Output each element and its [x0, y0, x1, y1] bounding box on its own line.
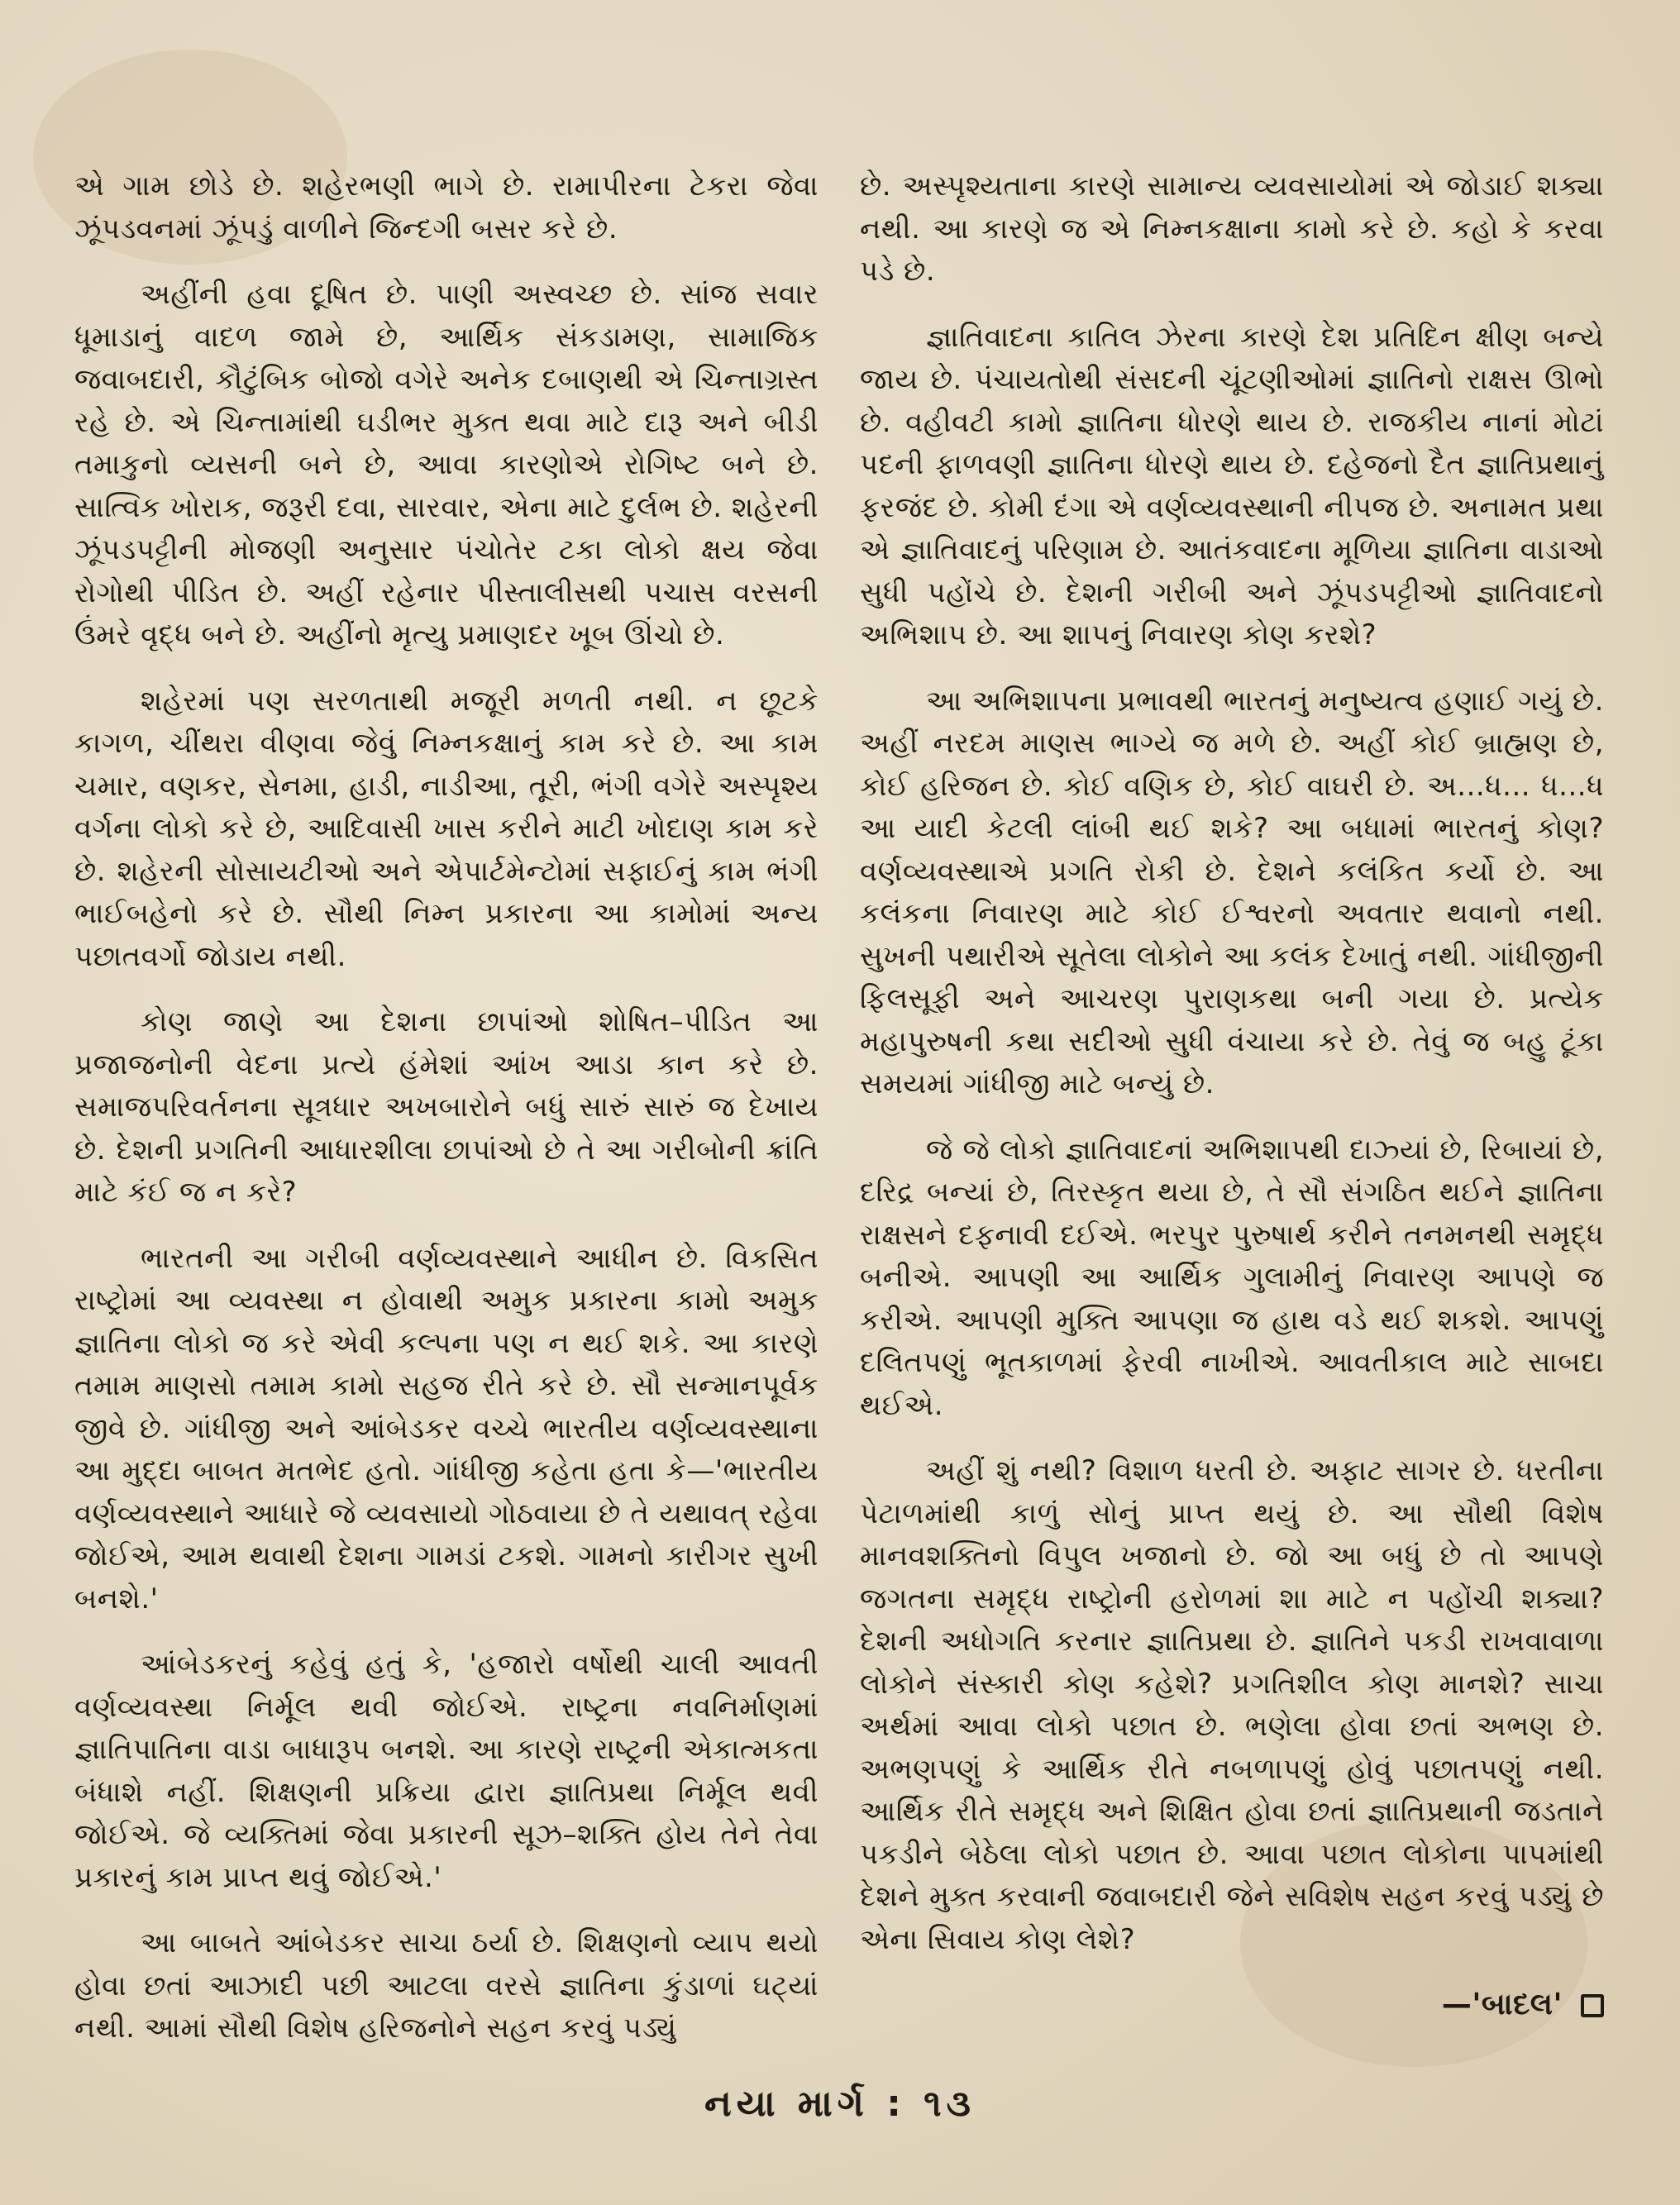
paragraph: જ્ઞાતિવાદના કાતિલ ઝેરના કારણે દેશ પ્રતિદિન ક્ષીણ બન્યે જાય છે. પંચાયતોથી સંસદની ચૂંટણીઓમાં જ્ઞાતિનો રાક્ષસ ઊભો છે. વહીવટી કામો જ્ઞાતિના ધોરણે થાય છે. રાજકીય નાનાં મોટાં પદની ફાળવણી જ્ઞાતિના ધોરણે થાય છે. દહેજનો દૈત જ્ઞાતિપ્રથાનું ફરજંદ છે. કોમી દંગા એ વર્ણવ્યવસ્થાની નીપજ છે. અનામત પ્રથા એ જ્ઞાતિવાદનું પરિણામ છે. આતંકવાદના મૂળિયા જ્ઞાતિના વાડાઓ સુધી પહોંચે છે. દેશની ગરીબી અને ઝૂંપડપટ્ટીઓ જ્ઞાતિવાદનો અભિશાપ છે. આ શાપનું નિવારણ કોણ કરશે? [860, 320, 1604, 651]
paragraph: અહીં શું નથી? વિશાળ ધરતી છે. અફાટ સાગર છે. ધરતીના પેટાળમાંથી કાળું સોનું પ્રાપ્ત થયું છે. આ સૌથી વિશેષ માનવશક્તિનો વિપુલ ખજાનો છે. જો આ બધું છે તો આપણે જગતના સમૃદ્ધ રાષ્ટ્રોની હરોળમાં શા માટે ન પહોંચી શક્યા? દેશની અધોગતિ કરનાર જ્ઞાતિપ્રથા છે. જ્ઞાતિને પકડી રાખવાવાળા લોકોને સંસ્કારી કોણ કહેશે? પ્રગતિશીલ કોણ માનશે? સાચા અર્થમાં આવા લોકો પછાત છે. ભણેલા હોવા છતાં અભણ છે. અભણપણું કે આર્થિક રીતે નબળાપણું હોવું પછાતપણું નથી. આર્થિક રીતે સમૃદ્ધ અને શિક્ષિત હોવા છતાં જ્ઞાતિપ્રથાની જડતાને પકડીને બેઠેલા લોકો પછાત છે. આવા પછાત લોકોના પાપમાંથી દેશને મુક્ત કરવાની જવાબદારી જેને સવિશેષ સહન કરવું પડ્યું છે એના સિવાય કોણ લેશે? [860, 1454, 1604, 1956]
right-column [860, 165, 1604, 2026]
paragraph: જે જે લોકો જ્ઞાતિવાદનાં અભિશાપથી દાઝ્યાં છે, રિબાયાં છે, દરિદ્ર બન્યાં છે, તિરસ્કૃત થયા છે, તે સૌ સંગઠિત થઈને જ્ઞાતિના રાક્ષસને દફનાવી દઈએ. ભરપુર પુરુષાર્થ કરીને તનમનથી સમૃદ્ધ બનીએ. આપણી આ આર્થિક ગુલામીનું નિવારણ આપણે જ કરીએ. આપણી મુક્તિ આપણા જ હાથ વડે થઈ શકશે. આપણું દલિતપણું ભૂતકાળમાં ફેરવી નાખીએ. આવતીકાલ માટે સાબદા થઈએ. [860, 1133, 1604, 1422]
end-mark-icon [1581, 1994, 1604, 2017]
page-footer: નયા માર્ગ : ૧૩ [704, 2083, 976, 2125]
paragraph: શહેરમાં પણ સરળતાથી મજૂરી મળતી નથી. ન છૂટકે કાગળ, ચીંથરા વીણવા જેવું નિમ્નકક્ષાનું કામ કરે છે. આ કામ ચમાર, વણકર, સેનમા, હાડી, નાડીઆ, તૂરી, ભંગી વગેરે અસ્પૃશ્ય વર્ગના લોકો કરે છે, આદિવાસી ખાસ કરીને માટી ખોદાણ કામ કરે છે. શહેરની સોસાયટીઓ અને એપાર્ટમેન્ટોમાં સફાઈનું કામ ભંગી ભાઈબહેનો કરે છે. સૌથી નિમ્ન પ્રકારના આ કામોમાં અન્ય પછાતવર્ગો જોડાય નથી. [74, 684, 819, 973]
paragraph: આંબેડકરનું કહેવું હતું કે, 'હજારો વર્ષોથી ચાલી આવતી વર્ણવ્યવસ્થા નિર્મૂલ થવી જોઈએ. રાષ્ટ્રના નવનિર્માણમાં જ્ઞાતિપાતિના વાડા બાધારૂપ બનશે. આ કારણે રાષ્ટ્રની એકાત્મકતા બંધાશે નહીં. શિક્ષણની પ્રક્રિયા દ્વારા જ્ઞાતિપ્રથા નિર્મૂલ થવી જોઈએ. જે વ્યક્તિમાં જેવા પ્રકારની સૂઝ–શક્તિ હોય તેને તેવા પ્રકારનું કામ પ્રાપ્ત થવું જોઈએ.' [74, 1648, 819, 1894]
paragraph: ભારતની આ ગરીબી વર્ણવ્યવસ્થાને આધીન છે. વિકસિત રાષ્ટ્રોમાં આ વ્યવસ્થા ન હોવાથી અમુક પ્રકારના કામો અમુક જ્ઞાતિના લોકો જ કરે એવી કલ્પના પણ ન થઈ શકે. આ કારણે તમામ માણસો તમામ કામો સહજ રીતે કરે છે. સૌ સન્માનપૂર્વક જીવે છે. ગાંધીજી અને આંબેડકર વચ્ચે ભારતીય વર્ણવ્યવસ્થાના આ મુદ્દા બાબત મતભેદ હતો. ગાંધીજી કહેતા હતા કે—'ભારતીય વર્ણવ્યવસ્થાને આધારે જે વ્યવસાયો ગોઠવાયા છે તે યથાવત્ રહેવા જોઈએ, આમ થવાથી દેશના ગામડાં ટકશે. ગામનો કારીગર સુખી બનશે.' [74, 1241, 819, 1616]
left-column [74, 165, 819, 2074]
author-signature: —'બાદલ' [1441, 1988, 1563, 2021]
paragraph: અહીંની હવા દૂષિત છે. પાણી અસ્વચ્છ છે. સાંજ સવાર ધૂમાડાનું વાદળ જામે છે, આર્થિક સંકડામણ, સામાજિક જવાબદારી, કૌટુંબિક બોજો વગેરે અનેક દબાણથી એ ચિન્તાગ્રસ્ત રહે છે. એ ચિન્તામાંથી ઘડીભર મુક્ત થવા માટે દારૂ અને બીડી તમાકુનો વ્યસની બને છે, આવા કારણોએ રોગિષ્ટ બને છે. સાત્વિક ખોરાક, જરૂરી દવા, સારવાર, એના માટે દુર્લભ છે. શહેરની ઝૂંપડપટ્ટીની મોજણી અનુસાર પંચોતેર ટકા લોકો ક્ષય જેવા રોગોથી પીડિત છે. અહીં રહેનાર પીસ્તાલીસથી પચાસ વરસની ઉંમરે વૃદ્ધ બને છે. અહીંનો મૃત્યુ પ્રમાણદર ખૂબ ઊંચો છે. [74, 278, 819, 651]
paragraph: આ અભિશાપના પ્રભાવથી ભારતનું મનુષ્યત્વ હણાઈ ગયું છે. અહીં નરદમ માણસ ભાગ્યે જ મળે છે. અહીં કોઈ બ્રાહ્મણ છે, કોઈ હરિજન છે. કોઈ વણિક છે, કોઈ વાઘરી છે. અ...ધ... ધ...ધ આ યાદી કેટલી લાંબી થઈ શકે? આ બધામાં ભારતનું કોણ? વર્ણવ્યવસ્થાએ પ્રગતિ રોકી છે. દેશને કલંકિત કર્યો છે. આ કલંકના નિવારણ માટે કોઈ ઈશ્વરનો અવતાર થવાનો નથી. સુખની પથારીએ સૂતેલા લોકોને આ કલંક દેખાતું નથી. ગાંધીજીની ફિલસૂફી અને આચરણ પુરાણકથા બની ગયા છે. પ્રત્યેક મહાપુરુષની કથા સદીઓ સુધી વંચાયા કરે છે. તેવું જ બહુ ટૂંકા સમયમાં ગાંધીજી માટે બન્યું છે. [860, 684, 1604, 1100]
paragraph: કોણ જાણે આ દેશના છાપાંઓ શોષિત–પીડિત આ પ્રજાજનોની વેદના પ્રત્યે હંમેશાં આંખ આડા કાન કરે છે. સમાજપરિવર્તનના સૂત્રધાર અખબારોને બધું સારું સારું જ દેખાય છે. દેશની પ્રગતિની આધારશીલા છાપાંઓ છે તે આ ગરીબોની ક્રાંતિ માટે કંઈ જ ન કરે? [74, 1005, 819, 1209]
paragraph: એ ગામ છોડે છે. શહેરભણી ભાગે છે. રામાપીરના ટેકરા જેવા ઝૂંપડવનમાં ઝૂંપડું વાળીને જિન્દગી બસર કરે છે. [74, 169, 819, 246]
paragraph: આ બાબતે આંબેડકર સાચા ઠર્યા છે. શિક્ષણનો વ્યાપ થયો હોવા છતાં આઝાદી પછી આટલા વરસે જ્ઞાતિના કુંડાળાં ઘટ્યાં નથી. આમાં સૌથી વિશેષ હરિજનોને સહન કરવું પડ્યું [74, 1926, 819, 2045]
paragraph: છે. અસ્પૃશ્યતાના કારણે સામાન્ય વ્યવસાયોમાં એ જોડાઈ શક્યા નથી. આ કારણે જ એ નિમ્નકક્ષાના કામો કરે છે. કહો કે કરવા પડે છે. [860, 169, 1604, 288]
signature-row [860, 1984, 1604, 2026]
